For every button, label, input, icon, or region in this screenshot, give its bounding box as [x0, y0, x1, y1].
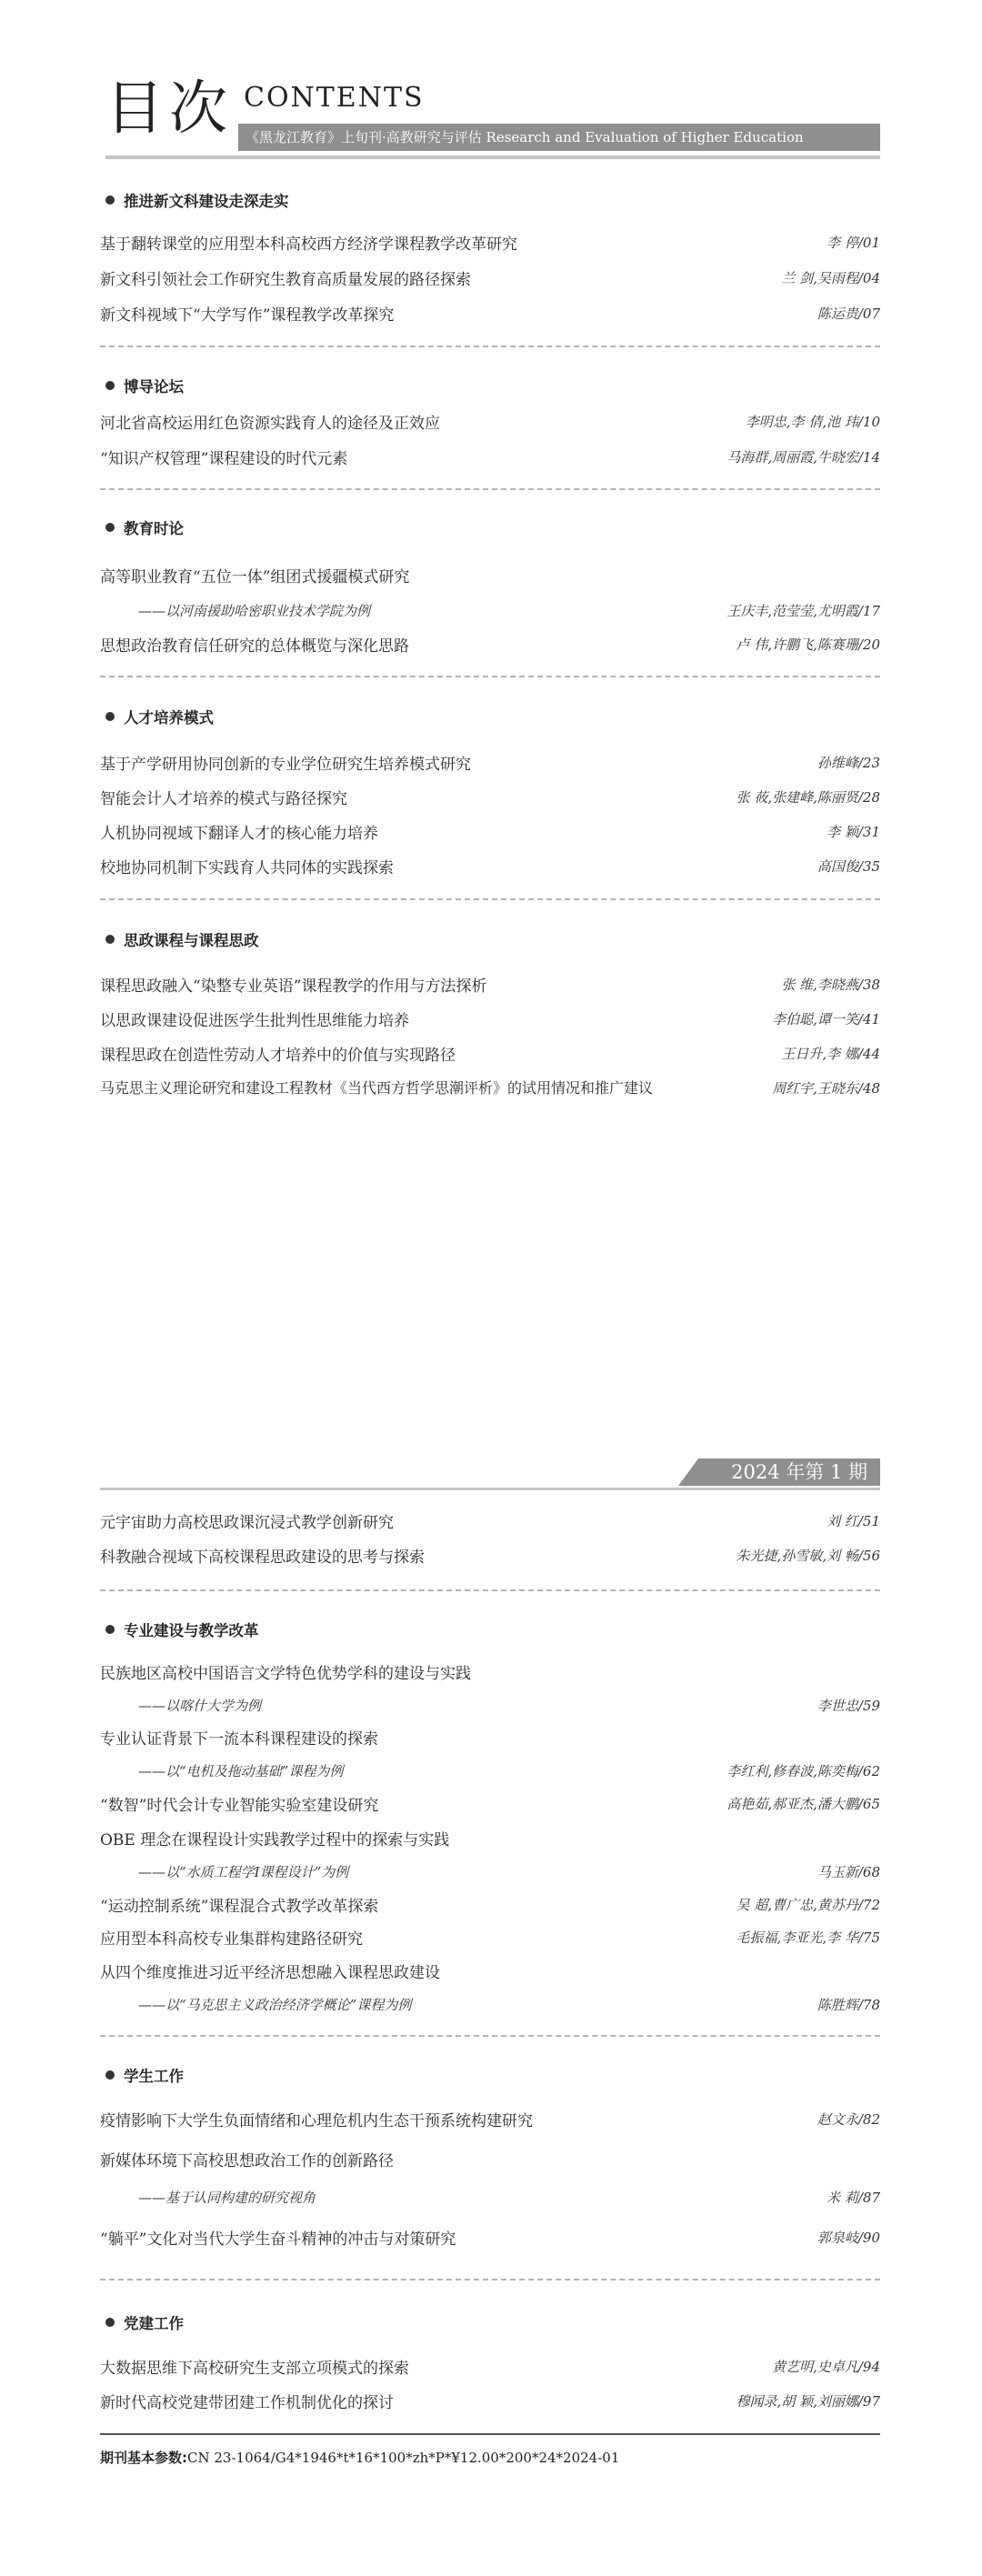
article-title[interactable]: 智能会计人才培养的模式与路径探究 — [100, 790, 347, 808]
journal-banner: 《黑龙江教育》上旬刊·高教研究与评估 Research and Evaluation of Higher Education — [238, 124, 880, 151]
article-author-page: 李伯聪,谭一笑/41 — [772, 1011, 880, 1027]
article-title[interactable]: 校地协同机制下实践育人共同体的实践探索 — [100, 859, 394, 877]
article-title[interactable]: 马克思主义理论研究和建设工程教材《当代西方哲学思潮评析》的试用情况和推广建议 — [100, 1079, 654, 1097]
article-author-page: 毛振福,李亚光,李 华/75 — [736, 1929, 880, 1946]
article-title[interactable]: 新时代高校党建带团建工作机制优化的探讨 — [100, 2394, 394, 2412]
section-divider — [100, 2279, 880, 2280]
article-title[interactable]: “知识产权管理”课程建设的时代元素 — [100, 450, 348, 468]
journal-parameters-value: CN 23-1064/G4*1946*t*16*100*zh*P*¥12.00*200*24*2024-01 — [187, 2450, 620, 2466]
article-title[interactable]: 从四个维度推进习近平经济思想融入课程思政建设 — [100, 1964, 440, 1982]
contents-heading: CONTENTS — [244, 82, 425, 114]
article-title[interactable]: 以思政课建设促进医学生批判性思维能力培养 — [100, 1012, 409, 1030]
article-title[interactable]: 高等职业教育“五位一体”组团式援疆模式研究 — [100, 568, 410, 586]
article-author-page: 刘 红/51 — [827, 1513, 880, 1529]
bullet-icon — [105, 195, 115, 205]
section-heading: 教育时论 — [105, 516, 184, 538]
bullet-icon — [105, 381, 115, 390]
section-divider — [100, 488, 880, 490]
section-heading: 推进新文科建设走深走实 — [105, 189, 289, 211]
footer-divider — [100, 2433, 880, 2435]
article-author-page: 李红利,修春波,陈奕梅/62 — [726, 1763, 880, 1779]
article-subtitle: ——基于认同构建的研究视角 — [138, 2190, 316, 2206]
article-title[interactable]: 人机协同视域下翻译人才的核心能力培养 — [100, 825, 378, 843]
section-heading: 博导论坛 — [105, 375, 184, 396]
section-divider — [100, 898, 880, 900]
article-title[interactable]: OBE 理念在课程设计实践教学过程中的探索与实践 — [100, 1831, 450, 1849]
article-author-page: 郭泉岐/90 — [817, 2230, 880, 2246]
article-author-page: 陈运贵/07 — [817, 306, 880, 322]
article-author-page: 高艳茹,郝亚杰,潘大鹏/65 — [726, 1796, 880, 1812]
article-author-page: 周红宇,王晓东/48 — [772, 1080, 880, 1097]
article-author-page: 黄艺明,史卓凡/94 — [772, 2359, 880, 2375]
section-divider — [100, 2035, 880, 2037]
article-title[interactable]: 思想政治教育信任研究的总体概览与深化思路 — [100, 637, 409, 656]
article-author-page: 李 停/01 — [827, 235, 880, 251]
article-author-page: 穆闻录,胡 颖,刘丽娜/97 — [736, 2393, 880, 2410]
article-title[interactable]: 科教融合视域下高校课程思政建设的思考与探索 — [100, 1549, 425, 1567]
article-title[interactable]: 专业认证背景下一流本科课程建设的探索 — [100, 1730, 378, 1749]
article-subtitle: ——以“马克思主义政治经济学概论”课程为例 — [138, 1997, 412, 2013]
page-title: 目次 — [105, 75, 233, 143]
article-title[interactable]: 课程思政在创造性劳动人才培养中的价值与实现路径 — [100, 1047, 456, 1065]
issue-label: 2024 年第 1 期 — [731, 1461, 867, 1483]
bullet-icon — [105, 935, 115, 944]
article-author-page: 张 维,李晓燕/38 — [781, 977, 880, 993]
article-title[interactable]: 民族地区高校中国语言文学特色优势学科的建设与实践 — [100, 1665, 471, 1683]
bullet-icon — [105, 712, 115, 721]
article-title[interactable]: 应用型本科高校专业集群构建路径研究 — [100, 1930, 363, 1949]
article-title[interactable]: 基于产学研用协同创新的专业学位研究生培养模式研究 — [100, 756, 471, 774]
section-heading: 专业建设与教学改革 — [105, 1619, 259, 1640]
article-author-page: 李 颖/31 — [827, 824, 880, 840]
article-subtitle: ——以“电机及拖动基础”课程为例 — [138, 1763, 344, 1779]
article-author-page: 赵文永/82 — [817, 2111, 880, 2128]
article-author-page: 吴 超,曹广忠,黄苏丹/72 — [736, 1897, 880, 1913]
article-author-page: 李世忠/59 — [817, 1698, 880, 1714]
section-heading: 思政课程与课程思政 — [105, 928, 259, 950]
article-title[interactable]: “躺平”文化对当代大学生奋斗精神的冲击与对策研究 — [100, 2230, 456, 2249]
article-author-page: 李明忠,李 倩,池 玮/10 — [745, 414, 880, 430]
article-title[interactable]: 大数据思维下高校研究生支部立项模式的探索 — [100, 2360, 409, 2378]
header-divider — [105, 155, 880, 159]
section-heading: 学生工作 — [105, 2064, 184, 2086]
article-subtitle: ——以喀什大学为例 — [138, 1698, 262, 1714]
article-author-page: 朱光捷,孙雪敏,刘 畅/56 — [736, 1548, 880, 1564]
journal-parameters-label: 期刊基本参数: — [100, 2450, 187, 2466]
article-author-page: 王日升,李 娜/44 — [781, 1046, 880, 1062]
bullet-icon — [105, 523, 115, 532]
section-divider — [100, 676, 880, 677]
article-author-page: 张 莜,张建峰,陈丽贤/28 — [736, 789, 880, 806]
article-author-page: 马玉新/68 — [817, 1864, 880, 1880]
section-heading: 人才培养模式 — [105, 706, 214, 727]
issue-divider — [100, 1488, 880, 1490]
article-author-page: 卢 伟,许鹏飞,陈赛珊/20 — [736, 636, 880, 653]
bullet-icon — [105, 2318, 115, 2327]
bullet-icon — [105, 2070, 115, 2080]
article-title[interactable]: 课程思政融入“染整专业英语”课程教学的作用与方法探析 — [100, 977, 487, 996]
section-divider — [100, 346, 880, 347]
article-author-page: 孙维峰/23 — [817, 755, 880, 771]
article-title[interactable]: “数智”时代会计专业智能实验室建设研究 — [100, 1797, 379, 1815]
bullet-icon — [105, 1625, 115, 1634]
article-author-page: 王庆丰,范莹莹,尤明霞/17 — [726, 603, 880, 619]
article-title[interactable]: 基于翻转课堂的应用型本科高校西方经济学课程教学改革研究 — [100, 236, 517, 254]
article-title[interactable]: 元宇宙助力高校思政课沉浸式教学创新研究 — [100, 1514, 394, 1532]
section-divider — [100, 1589, 880, 1591]
article-subtitle: ——以河南援助哈密职业技术学院为例 — [138, 603, 371, 619]
article-author-page: 马海群,周丽霞,牛晓宏/14 — [726, 449, 880, 466]
article-author-page: 米 莉/87 — [827, 2190, 880, 2206]
article-title[interactable]: 疫情影响下大学生负面情绪和心理危机内生态干预系统构建研究 — [100, 2112, 533, 2130]
article-title[interactable]: 新文科引领社会工作研究生教育高质量发展的路径探索 — [100, 271, 471, 289]
article-author-page: 兰 剑,吴雨程/04 — [781, 270, 880, 286]
article-subtitle: ——以“水质工程学Ⅰ课程设计”为例 — [138, 1864, 349, 1880]
article-title[interactable]: “运动控制系统”课程混合式教学改革探索 — [100, 1898, 379, 1916]
section-heading: 党建工作 — [105, 2311, 184, 2333]
article-author-page: 高国俊/35 — [817, 858, 880, 875]
journal-parameters — [100, 2448, 619, 2467]
article-title[interactable]: 新文科视域下“大学写作”课程教学改革探究 — [100, 306, 395, 325]
article-author-page: 陈胜辉/78 — [817, 1997, 880, 2013]
article-title[interactable]: 河北省高校运用红色资源实践育人的途径及正效应 — [100, 415, 440, 433]
article-title[interactable]: 新媒体环境下高校思想政治工作的创新路径 — [100, 2152, 394, 2170]
issue-banner — [678, 1458, 880, 1486]
